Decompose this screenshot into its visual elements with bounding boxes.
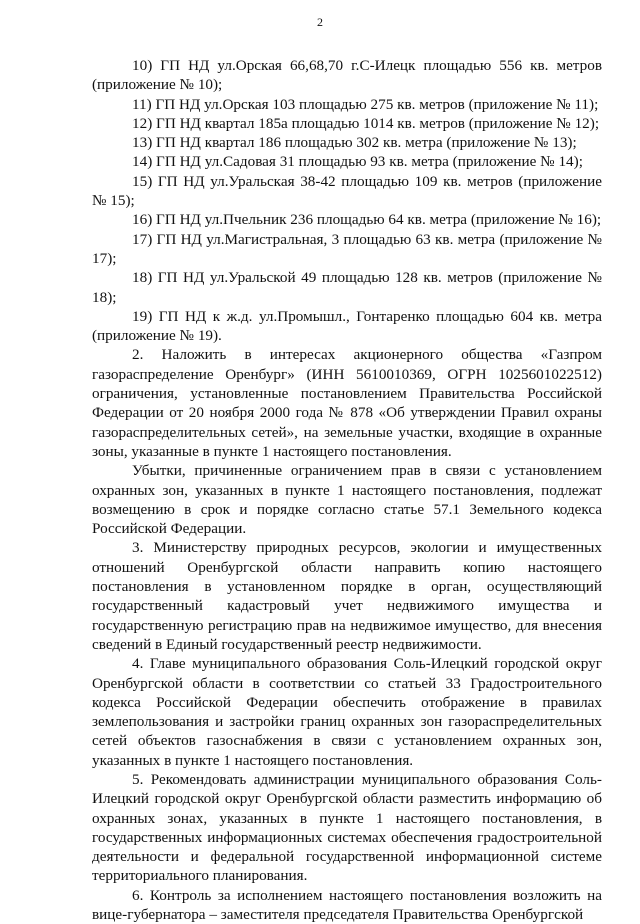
list-item: 12) ГП НД квартал 185а площадью 1014 кв. метров (приложение № 12); xyxy=(132,114,600,132)
list-item: 10) ГП НД ул.Орская 66,68,70 г.С-Илецк площадью 556 кв. метров (приложение № 10); xyxy=(92,57,602,94)
list-item: 14) ГП НД ул.Садовая 31 площадью 93 кв. метра (приложение № 14); xyxy=(132,153,583,171)
list-item: 19) ГП НД к ж.д. ул.Промышл., Гонтаренко площадью 604 кв. метра (приложение № 19). xyxy=(92,307,602,345)
paragraph-4: 4. Главе муниципального образования Соль-Илецкий городской округ Оренбургской области в соответствии со статьей 33 Градостроительного кодекса Российской Федерации обеспечить отображение в правилах землепользования и застройки границ охранных зон газораспределительных сетей объектов газоснабжения в связи с установлением охранных зон, указанных в пункте 1 настоящего постановления. xyxy=(92,655,602,769)
list-item: 13) ГП НД квартал 186 площадью 302 кв. метра (приложение № 13); xyxy=(132,134,577,152)
list-item: 15) ГП НД ул.Уральская 38-42 площадью 109 кв. метров (приложение № 15); xyxy=(92,172,602,210)
paragraph-3: 3. Министерству природных ресурсов, экологии и имущественных отношений Оренбургской области направить копию настоящего постановления в установленном порядке в орган, осуществляющий государственный кадастровый учет недвижимого имущества и государственную регистрацию прав на недвижимое имущество, для внесения сведений в Единый государственный реестр недвижимости. xyxy=(92,539,602,653)
list-item: 17) ГП НД ул.Магистральная, 3 площадью 63 кв. метра (приложение № 17); xyxy=(92,230,602,267)
list-item: 18) ГП НД ул.Уральской 49 площадью 128 кв. метров (приложение № 18); xyxy=(92,269,602,306)
paragraph-5: 5. Рекомендовать администрации муниципального образования Соль-Илецкий городской округ Оренбургской области разместить информацию об охранных зонах, указанных в пункте 1 настоящего постановления, в государственных информационных системах обеспечения градостроительной деятельности и федеральной государственной информационной системе территориального планирования. xyxy=(92,770,602,885)
list-item: 11) ГП НД ул.Орская 103 площадью 275 кв. метров (приложение № 11); xyxy=(132,95,599,113)
list-item: 16) ГП НД ул.Пчельник 236 площадью 64 кв. метра (приложение № 16); xyxy=(132,211,602,229)
page-number: 2 xyxy=(317,15,323,29)
paragraph-2: 2. Наложить в интересах акционерного общества «Газпром газораспределение Оренбург» (ИНН 5610010369, ОГРН 1025601022512) ограничения, установленные постановлением Правительства Российской Федерации от 20 ноября 2000 года № 878 «Об утверждении Правил охраны газораспределительных сетей», на земельные участки, входящие в охранные зоны, указанные в пункте 1 настоящего постановления. xyxy=(92,346,602,460)
paragraph-6: 6. Контроль за исполнением настоящего постановления возложить на вице-губернатора – заместителя председателя Правительства Оренбургской xyxy=(92,886,602,924)
document-body xyxy=(92,56,602,924)
paragraph-losses: Убытки, причиненные ограничением прав в связи с установлением охранных зон, указанных в пункте 1 настоящего постановления, подлежат возмещению в срок и порядке согласно статье 57.1 Земельного кодекса Российской Федерации. xyxy=(92,462,602,538)
